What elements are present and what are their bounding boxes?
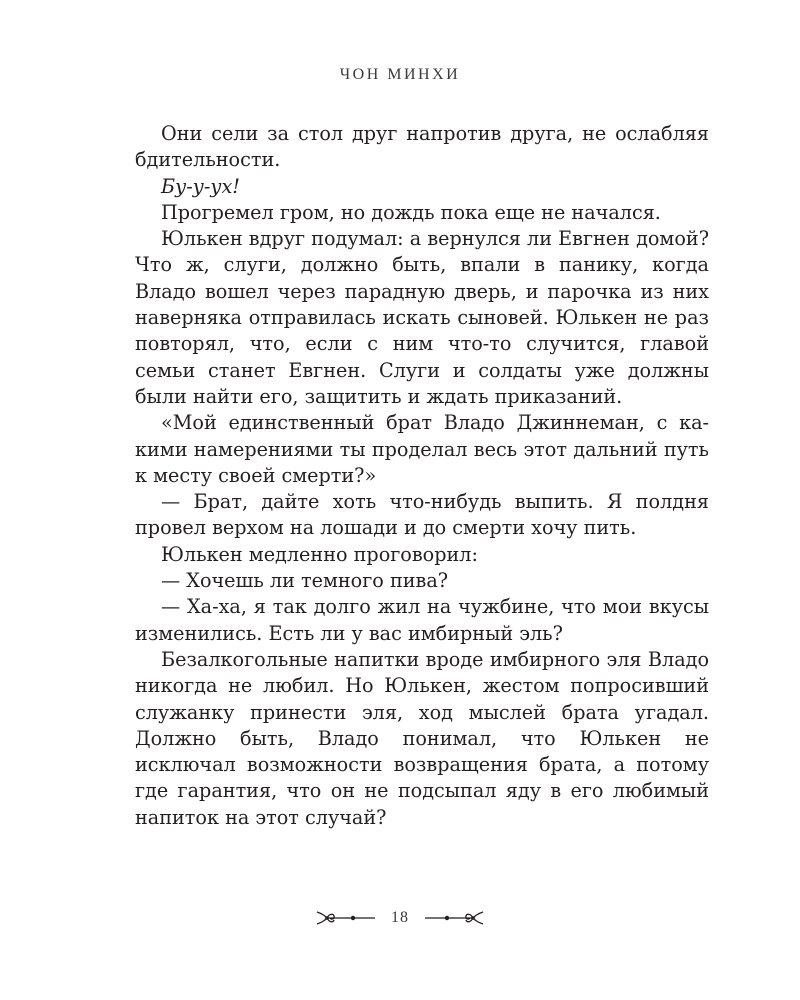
paragraph: Они сели за стол друг напротив друга, не ослабляя бдительности. — [135, 122, 709, 172]
paragraph: Юлькен медленно проговорил: — [161, 542, 478, 566]
paragraph: Безалкогольные напитки вроде имбирного эля Владо никогда не любил. Но Юлькен, жестом попросивший служанку принести эля, ход мыслей брата угадал. Должно быть, Владо понимал, что Юлькен не исключал возможности возвращения брата, а потому где гарантия, что он не подсыпал яду в его любимый напиток на этот случай? — [135, 647, 709, 829]
paragraph: — Хочешь ли темного пива? — [161, 569, 449, 593]
paragraph: Прогремел гром, но дождь пока еще не начался. — [161, 200, 661, 224]
running-head: ЧОН МИНХИ — [339, 66, 461, 83]
paragraph: — Ха-ха, я так долго жил на чужбине, что мои вкусы изменились. Есть ли у вас имбирный эль? — [135, 595, 709, 645]
paragraph: Бу-у-ух! — [161, 174, 240, 198]
body-text — [135, 121, 709, 831]
flourish-ornament-icon — [315, 908, 379, 928]
flourish-ornament-icon — [421, 908, 485, 928]
page-footer — [0, 908, 800, 928]
paragraph: — Брат, дайте хоть что-нибудь выпить. Я полдня провел верхом на лошади и до смерти хочу пить. — [135, 490, 709, 540]
paragraph: Юлькен вдруг подумал: а вернулся ли Евгнен домой? Что ж, слуги, должно быть, впали в панику, когда Владо вошел через парадную дверь, и парочка из них наверняка отправилась искать сыновей. Юлькен не раз повторял, что, если с ним что-то случится, главой семьи станет Евгнен. Слуги и солдаты уже должны были найти его, защитить и ждать приказаний. — [135, 227, 709, 408]
paragraph: «Мой единственный брат Владо Джиннеман, с какими намерениями ты проделал весь этот дальний путь к месту своей смерти?» — [135, 411, 709, 487]
page-number: 18 — [391, 909, 409, 926]
